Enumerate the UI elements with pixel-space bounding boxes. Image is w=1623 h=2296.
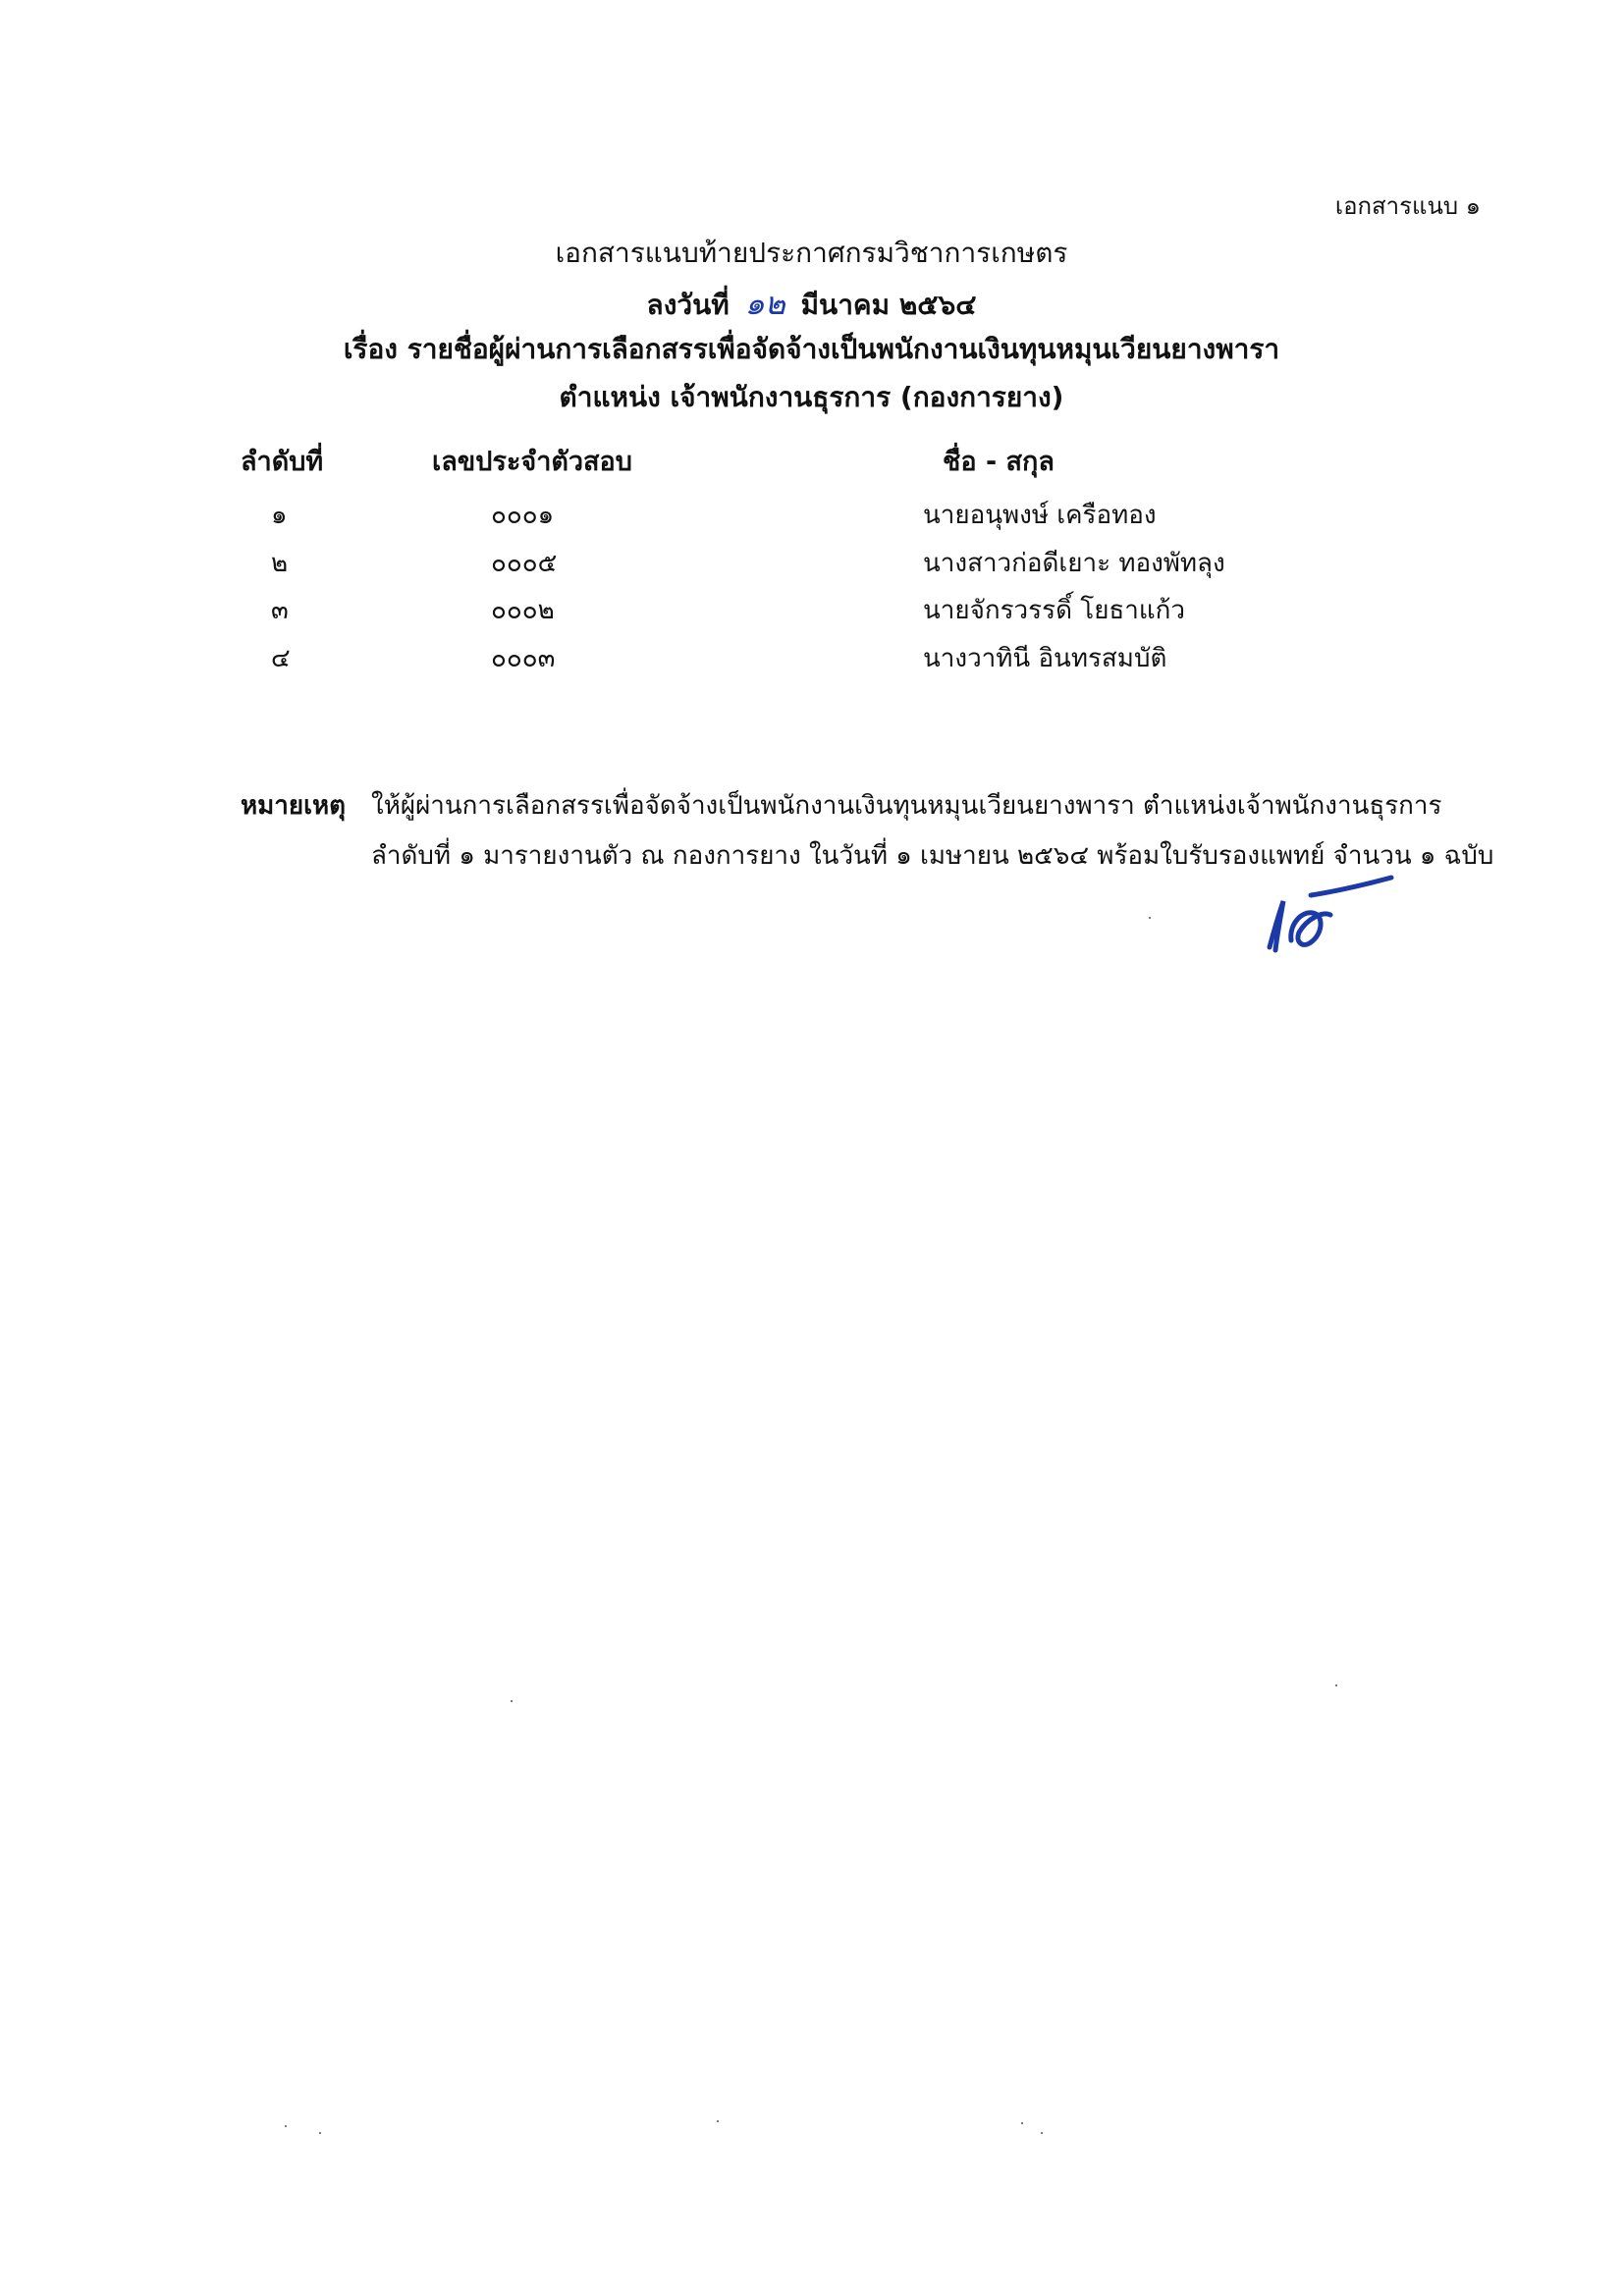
row-exam-id: ๐๐๐๑ bbox=[491, 501, 555, 530]
header-title: เอกสารแนบท้ายประกาศกรมวิชาการเกษตร bbox=[555, 237, 1068, 269]
row-name: นายจักรวรรดิ์ โยธาแก้ว bbox=[923, 596, 1185, 625]
note-text-line1: ให้ผู้ผ่านการเลือกสรรเพื่อจัดจ้างเป็นพนักงานเงินทุนหมุนเวียนยางพารา ตำแหน่งเจ้าพนักงานธุรการ bbox=[371, 791, 1442, 821]
note-label: หมายเหตุ bbox=[241, 791, 347, 821]
header-subject: เรื่อง รายชื่อผู้ผ่านการเลือกสรรเพื่อจัดจ้างเป็นพนักงานเงินทุนหมุนเวียนยางพารา bbox=[343, 333, 1280, 365]
scan-speck bbox=[1041, 2132, 1043, 2134]
note-text-line2: ลำดับที่ ๑ มารายงานตัว ณ กองการยาง ในวันที่ ๑ เมษายน ๒๕๖๔ พร้อมใบรับรองแพทย์ จำนวน ๑ ฉบับ bbox=[371, 841, 1494, 871]
header-position: ตำแหน่ง เจ้าพนักงานธุรการ (กองการยาง) bbox=[559, 381, 1064, 413]
scan-speck bbox=[1149, 917, 1151, 919]
column-header-order: ลำดับที่ bbox=[241, 447, 324, 477]
row-name: นางสาวก่อดีเยาะ ทองพัทลุง bbox=[923, 549, 1225, 578]
row-order: ๒ bbox=[271, 549, 289, 578]
scan-speck bbox=[511, 1700, 513, 1702]
row-exam-id: ๐๐๐๒ bbox=[491, 596, 555, 625]
scan-speck bbox=[1335, 1684, 1337, 1686]
date-month-year: มีนาคม ๒๕๖๔ bbox=[800, 289, 977, 321]
column-header-name: ชื่อ - สกุล bbox=[943, 447, 1055, 477]
row-name: นางวาทินี อินทรสมบัติ bbox=[923, 644, 1167, 673]
table-row bbox=[0, 590, 1623, 637]
table-row bbox=[0, 543, 1623, 590]
scan-speck bbox=[319, 2132, 321, 2134]
table-row bbox=[0, 638, 1623, 685]
scan-speck bbox=[285, 2125, 287, 2127]
row-order: ๓ bbox=[271, 596, 289, 625]
attachment-label: เอกสารแนบ ๑ bbox=[1334, 192, 1481, 220]
date-prefix: ลงวันที่ bbox=[646, 289, 730, 321]
scan-speck bbox=[1021, 2122, 1023, 2124]
table-row bbox=[0, 495, 1623, 542]
handwritten-date-day: ๑๒ bbox=[744, 285, 785, 322]
row-exam-id: ๐๐๐๓ bbox=[491, 644, 556, 673]
header-date bbox=[0, 279, 1623, 329]
row-order: ๑ bbox=[271, 501, 288, 530]
row-name: นายอนุพงษ์ เครือทอง bbox=[923, 501, 1157, 530]
signature-icon bbox=[1252, 864, 1399, 962]
row-order: ๔ bbox=[271, 644, 291, 673]
row-exam-id: ๐๐๐๕ bbox=[491, 549, 558, 578]
scan-speck bbox=[717, 2120, 719, 2122]
column-header-exam-id: เลขประจำตัวสอบ bbox=[432, 447, 632, 477]
